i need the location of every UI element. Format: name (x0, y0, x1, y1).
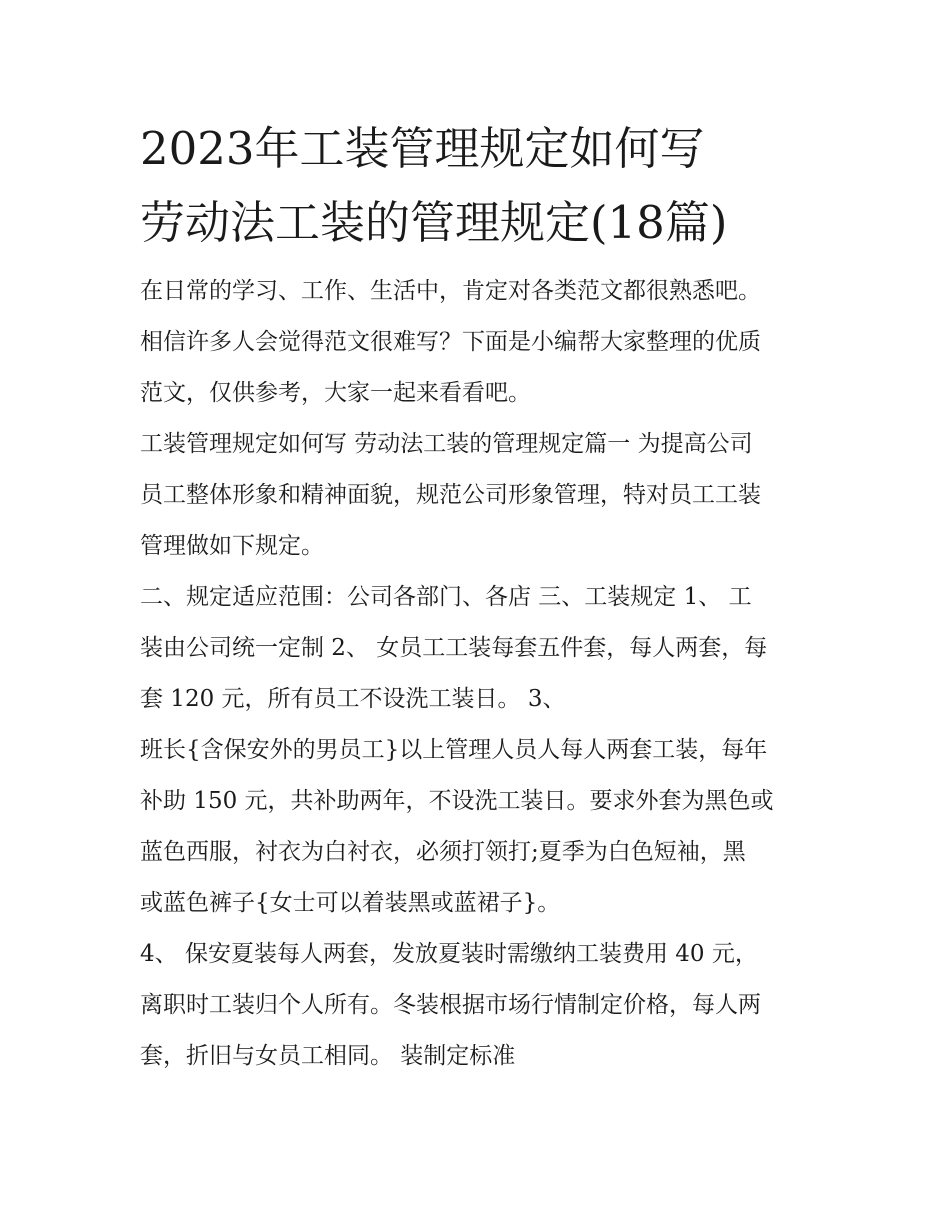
text-line: 员工整体形象和精神面貌，规范公司形象管理，特对员工工装 (140, 482, 761, 508)
text-line: 离职时工装归个人所有。冬装根据市场行情制定价格，每人两 (140, 992, 761, 1018)
text-line: 相信许多人会觉得范文很难写？下面是小编帮大家整理的优质 (140, 329, 761, 355)
text-line: 套 120 元，所有员工不设洗工装日。 3、 (140, 686, 566, 712)
text-line: 二、规定适应范围：公司各部门、各店 三、工装规定 1、 工 (140, 584, 752, 610)
text-line: 范文，仅供参考，大家一起来看看吧。 (140, 380, 531, 406)
paragraph-scope-rules (140, 572, 820, 725)
document-title (140, 112, 820, 260)
text-line: 工装管理规定如何写 劳动法工装的管理规定篇一 为提高公司 (140, 431, 753, 457)
text-line: 蓝色西服，衬衣为白衬衣，必须打领打;夏季为白色短袖，黑 (140, 839, 746, 865)
document-page (140, 112, 820, 1082)
title-line: 2023年工装管理规定如何写 (140, 122, 705, 175)
paragraph-security-uniform (140, 929, 820, 1082)
text-line: 补助 150 元，共补助两年，不设洗工装日。要求外套为黑色或 (140, 788, 774, 814)
paragraph-manager-uniform (140, 725, 820, 929)
text-line: 在日常的学习、工作、生活中，肯定对各类范文都很熟悉吧。 (140, 278, 761, 304)
paragraph-intro (140, 266, 820, 419)
text-line: 4、 保安夏装每人两套，发放夏装时需缴纳工装费用 40 元， (140, 941, 758, 967)
paragraph-section-one (140, 419, 820, 572)
text-line: 套，折旧与女员工相同。 装制定标准 (140, 1043, 516, 1069)
text-line: 装由公司统一定制 2、 女员工工装每套五件套，每人两套，每 (140, 635, 768, 661)
title-line: 劳动法工装的管理规定(18篇) (140, 196, 728, 249)
text-line: 班长{含保安外的男员工}以上管理人员人每人两套工装，每年 (140, 737, 768, 763)
text-line: 或蓝色裤子{女士可以着装黑或蓝裙子}。 (140, 890, 561, 916)
text-line: 管理做如下规定。 (140, 533, 324, 559)
